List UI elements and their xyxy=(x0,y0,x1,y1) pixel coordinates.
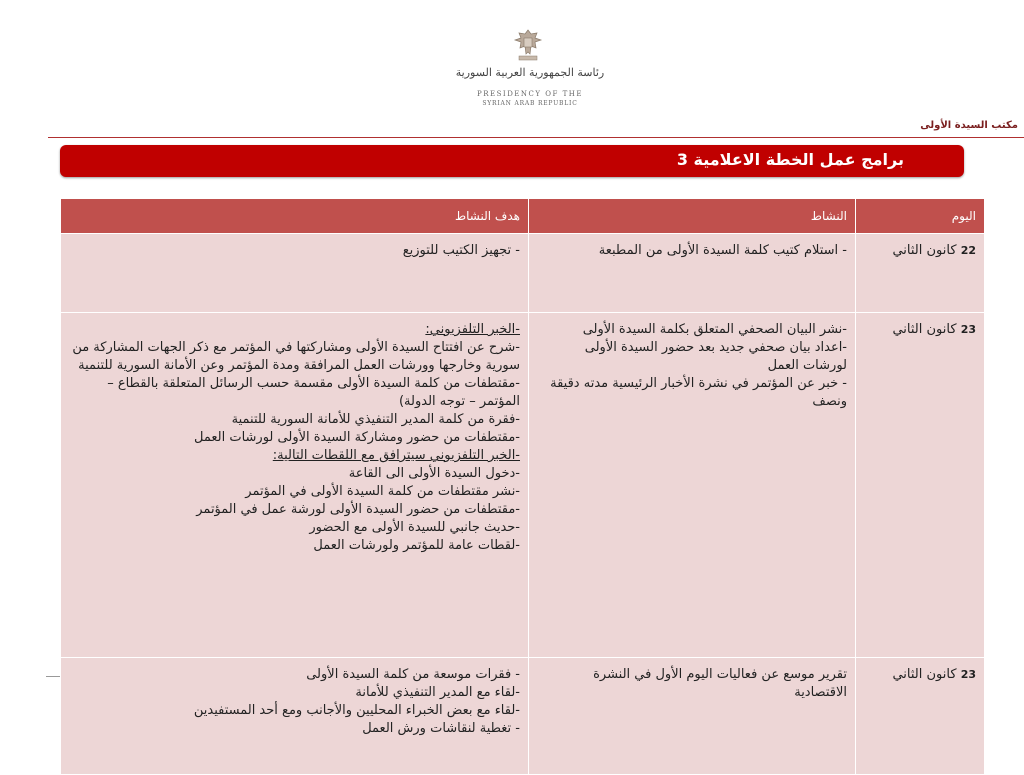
syrian-eagle-emblem-icon xyxy=(513,28,543,62)
left-side-line xyxy=(46,676,60,677)
goal-line: -لقاء مع بعض الخبراء المحليين والأجانب ومع أحد المستفيدين xyxy=(193,703,520,718)
page-title: برامج عمل الخطة الاعلامية 3 xyxy=(676,150,904,169)
activity-line: -اعداد بيان صحفي جديد بعد حضور السيدة الأولى لورشات العمل xyxy=(584,340,847,373)
activity-line: -نشر البيان الصحفي المتعلق بكلمة السيدة الأولى xyxy=(582,322,847,337)
table-row xyxy=(61,234,985,313)
goal-line: - فقرات موسعة من كلمة السيدة الأولى xyxy=(306,667,520,682)
goal-heading: -الخبر التلفزيوني سيترافق مع اللقطات التالية: xyxy=(272,448,520,463)
day-month: كانون الثاني xyxy=(892,243,961,258)
day-month: كانون الثاني xyxy=(892,322,961,337)
goal-line: -مقتطفات من حضور السيدة الأولى لورشة عمل في المؤتمر xyxy=(196,502,520,517)
goal-line: -مقتطفات من كلمة السيدة الأولى مقسمة حسب الرسائل المتعلقة بالقطاع – المؤتمر – توجه الدولة) xyxy=(107,376,520,409)
day-month: كانون الثاني xyxy=(892,667,961,682)
media-plan-table xyxy=(60,198,985,775)
goal-line: -دخول السيدة الأولى الى القاعة xyxy=(348,466,520,481)
header-day: اليوم xyxy=(856,199,985,234)
office-label: مكتب السيدة الأولى xyxy=(920,120,1018,131)
logo-arabic-text: رئاسة الجمهورية العربية السورية xyxy=(455,66,605,79)
activity-cell xyxy=(529,313,856,658)
goal-cell xyxy=(61,313,529,658)
header-divider xyxy=(48,137,1024,138)
goal-heading: -الخبر التلفزيوني: xyxy=(425,322,520,337)
activity-cell xyxy=(529,234,856,313)
goal-line: -شرح عن افتتاح السيدة الأولى ومشاركتها في المؤتمر مع ذكر الجهات المشاركة من سورية وخارجها وورشات العمل المرافقة ومدة المؤتمر وعن الأمانة السورية للتنمية xyxy=(72,340,520,373)
goal-line: -نشر مقتطفات من كلمة السيدة الأولى في المؤتمر xyxy=(245,484,520,499)
table-header-row xyxy=(61,199,985,234)
goal-line: -فقرة من كلمة المدير التنفيذي للأمانة السورية للتنمية xyxy=(231,412,520,427)
goal-cell xyxy=(61,658,529,775)
title-banner xyxy=(60,145,964,177)
activity-line: - استلام كتيب كلمة السيدة الأولى من المطبعة xyxy=(598,243,847,258)
goal-line: -لقاء مع المدير التنفيذي للأمانة xyxy=(355,685,520,700)
table-row xyxy=(61,313,985,658)
goal-line: -مقتطفات من حضور ومشاركة السيدة الأولى لورشات العمل xyxy=(194,430,520,445)
day-cell xyxy=(856,658,985,775)
goal-line: -لقطات عامة للمؤتمر ولورشات العمل xyxy=(313,538,520,553)
goal-line: -حديث جانبي للسيدة الأولى مع الحضور xyxy=(309,520,520,535)
goal-line: - تجهيز الكتيب للتوزيع xyxy=(402,243,520,258)
header-activity: النشاط xyxy=(529,199,856,234)
day-number: 23 xyxy=(960,668,976,681)
goal-cell xyxy=(61,234,529,313)
logo-english-line1: PRESIDENCY OF THE xyxy=(477,90,583,98)
activity-cell xyxy=(529,658,856,775)
day-cell xyxy=(856,234,985,313)
activity-line: تقرير موسع عن فعاليات اليوم الأول في النشرة الاقتصادية xyxy=(593,667,847,700)
logo-english-line2: SYRIAN ARAB REPUBLIC xyxy=(482,100,578,107)
day-number: 23 xyxy=(960,323,976,336)
goal-line: - تغطية لنقاشات ورش العمل xyxy=(362,721,520,736)
table-row xyxy=(61,658,985,775)
header-logo-area xyxy=(0,0,1024,120)
activity-line: - خبر عن المؤتمر في نشرة الأخبار الرئيسية مدته دقيقة ونصف xyxy=(550,376,847,409)
header-goal: هدف النشاط xyxy=(61,199,529,234)
day-number: 22 xyxy=(960,244,976,257)
day-cell xyxy=(856,313,985,658)
